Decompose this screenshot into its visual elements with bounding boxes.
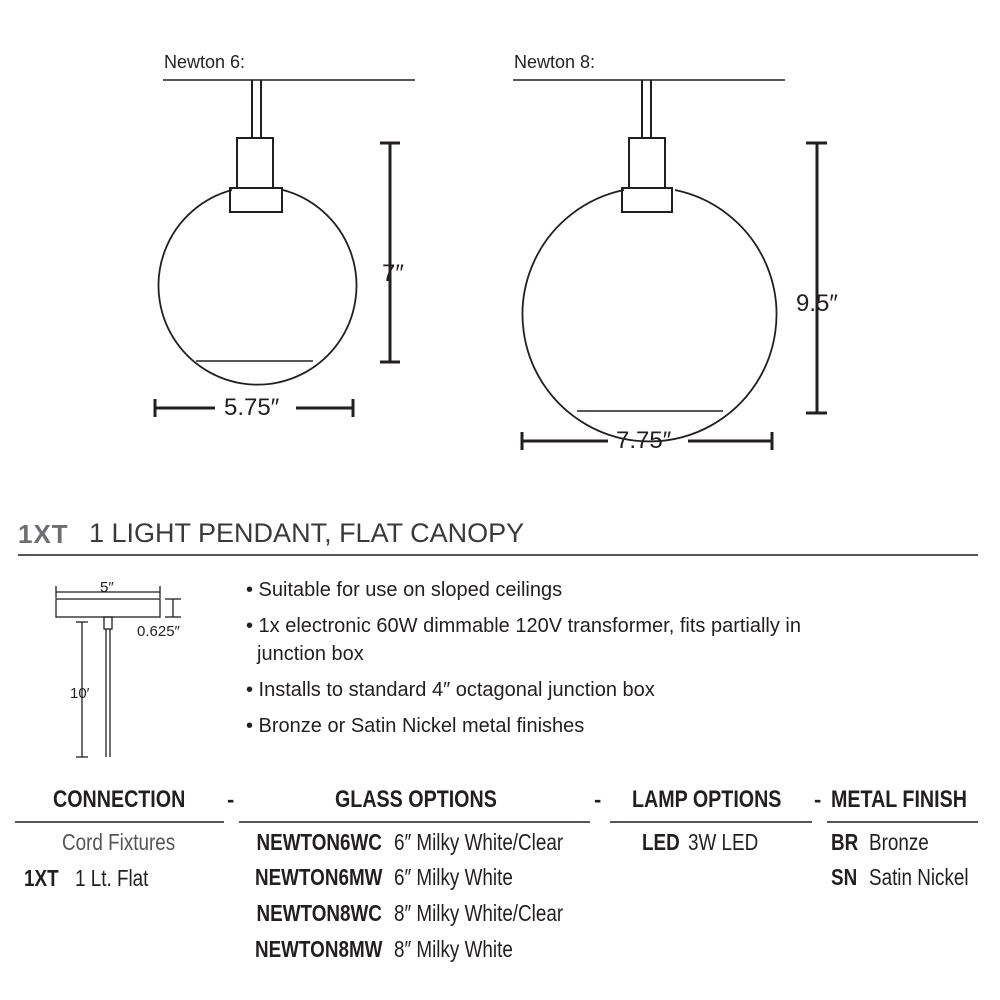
glass-code: NEWTON8MW [254,936,382,962]
socket-housing [629,138,665,188]
lamp-code: LED [642,829,680,855]
newton8-dimensions [522,143,827,450]
feature-bullet: • Installs to standard 4″ octagonal junction box [246,679,655,701]
newton8-height-label: 9.5″ [796,290,838,317]
connection-header: CONNECTION [53,786,186,813]
section-title: 1 LIGHT PENDANT, FLAT CANOPY [89,518,525,548]
glass-code: NEWTON8WC [256,900,382,926]
connection-desc: 1 Lt. Flat [75,865,149,891]
lamp-desc: 3W LED [688,829,759,855]
feature-bullet: • 1x electronic 60W dimmable 120V transformer, fits partially in [246,615,801,637]
newton8-label: Newton 8: [514,52,596,72]
glass-globe [523,190,777,441]
feature-bullet: • Suitable for use on sloped ceilings [246,579,563,601]
newton6-label: Newton 6: [164,52,246,72]
glass-globe [159,190,357,385]
newton8-drawing [513,80,785,441]
glass-collar [230,188,282,212]
cord-length-label: 10′ [70,685,90,702]
canopy-plate [56,599,160,617]
glass-collar [622,188,672,212]
canopy-thickness-label: 0.625″ [137,623,180,640]
finish-code: SN [831,864,858,890]
connection-subheader: Cord Fixtures [62,829,176,855]
lamp-header: LAMP OPTIONS [632,786,782,813]
column-separator: - [594,787,602,812]
glass-desc: 8″ Milky White [394,936,513,962]
glass-header: GLASS OPTIONS [335,786,497,813]
column-separator: - [227,787,235,812]
canopy-drawing [56,586,181,757]
canopy-width-label: 5″ [100,579,114,596]
glass-desc: 6″ Milky White/Clear [394,829,564,855]
finish-desc: Bronze [869,829,929,855]
column-separator: - [814,787,822,812]
feature-bullet-continued: junction box [257,643,364,665]
glass-code: NEWTON6MW [254,864,382,890]
glass-code: NEWTON6WC [256,829,382,855]
newton6-drawing [159,80,415,385]
newton6-width-label: 5.75″ [224,394,280,421]
finish-desc: Satin Nickel [869,864,969,890]
connection-code: 1XT [24,865,59,891]
socket-housing [237,138,273,188]
glass-desc: 6″ Milky White [394,864,513,890]
glass-desc: 8″ Milky White/Clear [394,900,564,926]
section-code: 1XT [18,519,69,549]
cord-grip [104,617,112,629]
newton6-dimensions [155,143,400,417]
newton8-width-label: 7.75″ [616,427,672,454]
newton6-height-label: 7″ [382,260,404,287]
finish-header: METAL FINISH [831,786,967,813]
feature-bullet: • Bronze or Satin Nickel metal finishes [246,715,585,737]
finish-code: BR [831,829,859,855]
